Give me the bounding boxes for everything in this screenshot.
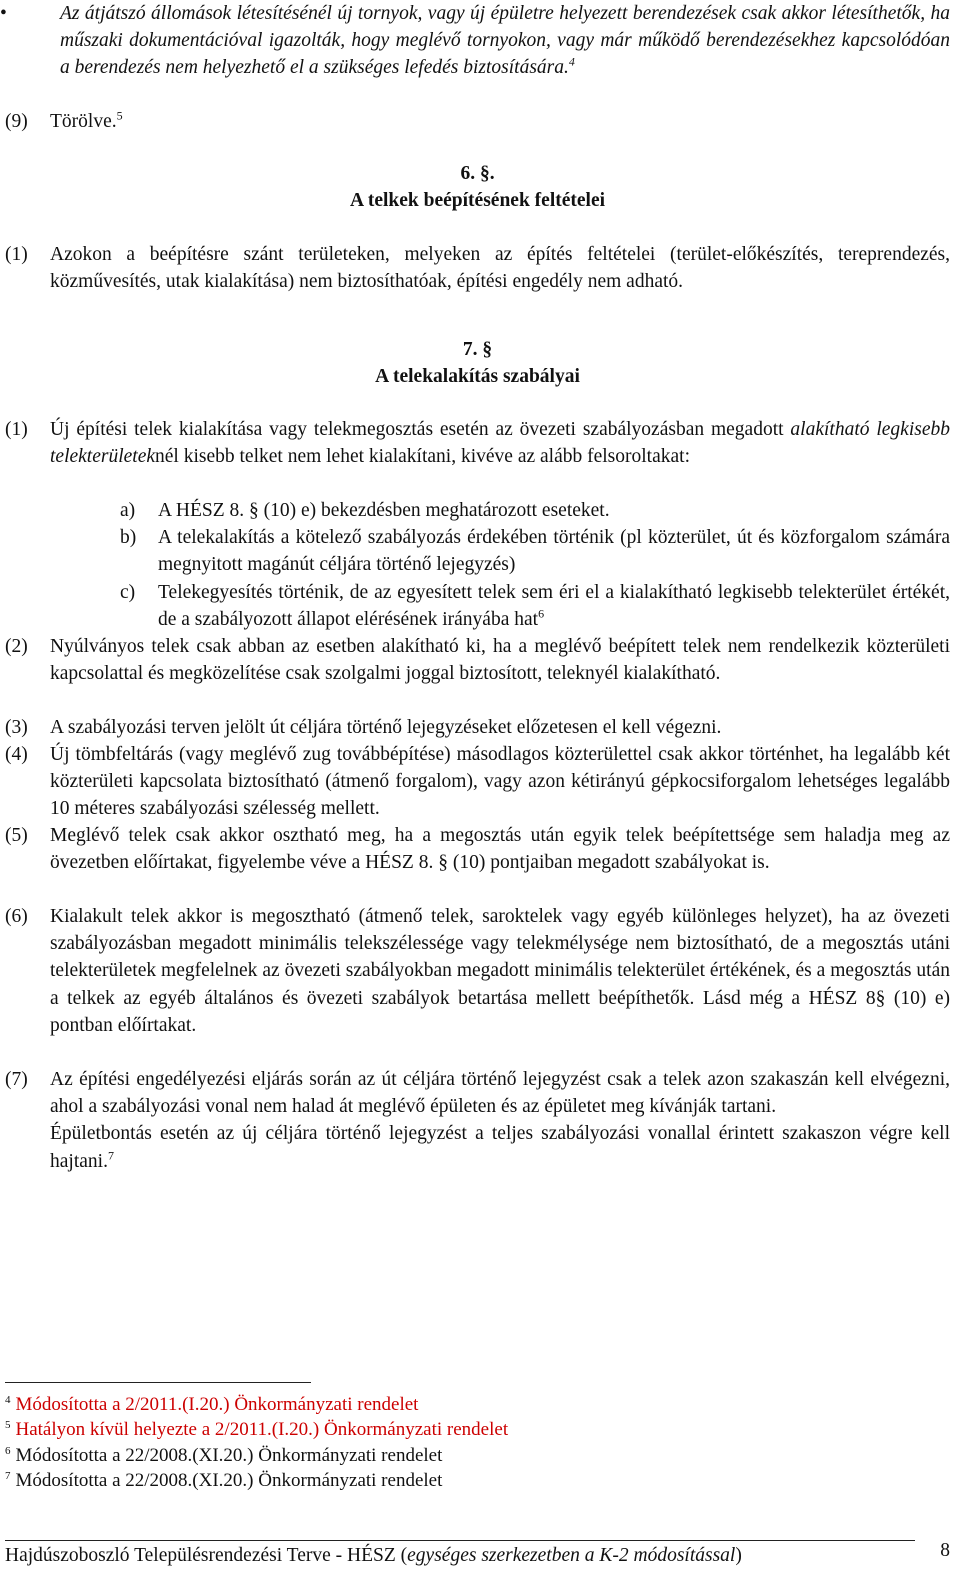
- section-7-paragraph-4: [5, 741, 950, 823]
- bullet-text: Az átjátszó állomások létesítésénél új tornyok, vagy új épületre helyezett berendezések csak akkor létesíthetők, ha műszaki dokumentációval igazolták, hogy meglévő tornyokon, vagy már működő berendezésekhez kapcsolódóan a berendezés nem helyezhető el a szükséges lefedés biztosítására.$^4$: [60, 3, 950, 78]
- paragraph-text-continued: Épületbontás esetén az új céljára történő lejegyzést a teljes szabályozási vonallal érintett szakaszon végre kell hajtani.$^7$: [50, 1123, 950, 1172]
- paragraph-number: (2): [5, 636, 28, 657]
- paragraph-text: Kialakult telek akkor is megosztható (átmenő telek, saroktelek vagy egyéb különleges helyzet), ha az övezeti szabályozásban megadott minimális telekszélessége vagy telekmélysége nem biztosítható, de a megosztás utáni telekterületek megfelelnek az övezeti szabályokban megadott minimális telekterület értékének, és a megosztás után a telkek az egyéb általános és övezeti szabályok betartása mellett beépíthetők. Lásd még a HÉSZ 8§ (10) e) pontban előírtakat.: [50, 906, 950, 1036]
- footnote-text: Módosította a 22/2008.(XI.20.) Önkormányzati rendelet: [15, 1445, 443, 1466]
- footnote-number: 6: [5, 1444, 11, 1457]
- item-9: [5, 108, 950, 135]
- footnote-ref-4[interactable]: 4: [568, 54, 575, 69]
- list-item: [5, 579, 950, 633]
- paragraph-text: Új építési telek kialakítása vagy telekmegosztás esetén az övezeti szabályozásban megadott alakítható legkisebb telekterületeknél kisebb telket nem lehet kialakítani, kivéve az alább felsoroltakat:: [50, 419, 950, 468]
- item-text: Törölve.: [50, 111, 117, 132]
- list-item-text: Telekegyesítés történik, de az egyesített telek sem éri el a kialakítható legkisebb telekterület értékét, de a szabályozott állapot elérésének irányába hat$^6$: [158, 581, 950, 630]
- exception-list: [5, 497, 950, 633]
- paragraph-number: (3): [5, 717, 28, 738]
- footnote-text: Módosította a 2/2011.(I.20.) Önkormányzati rendelet: [15, 1394, 419, 1415]
- footer-separator: [5, 1540, 915, 1541]
- paragraph-number: (6): [5, 906, 28, 927]
- paragraph-text: Új tömbfeltárás (vagy meglévő zug továbbépítése) másodlagos közterülettel csak akkor történhet, ha legalább két közterületi kapcsolata biztosítható (átmenő forgalom), vagy azon kétirányú gépkocsiforgalom lehetséges legalább 10 méteres szabályozási szélesség mellett.: [50, 744, 950, 820]
- section-7-number: 7. §: [462, 339, 493, 360]
- footnote-number: 7: [5, 1469, 11, 1482]
- paragraph-text: Nyúlványos telek csak abban az esetben alakítható ki, ha a meglévő beépített telek nem rendelkezik közterületi kapcsolattal és megközelítése csak szolgalmi joggal biztosított, teleknyél kialakítható.: [50, 636, 950, 685]
- paragraph-number: (7): [5, 1069, 28, 1090]
- page-number: 8: [940, 1540, 950, 1561]
- paragraph-number: (1): [5, 419, 28, 440]
- list-item-label: a): [120, 500, 136, 521]
- footnote-separator: [5, 1382, 311, 1383]
- section-7-paragraph-1: [5, 416, 950, 470]
- footnote-7: [5, 1468, 905, 1494]
- section-7-paragraph-2: [5, 633, 950, 687]
- section-7-paragraph-5: [5, 822, 950, 876]
- paragraph-number: (1): [5, 244, 28, 265]
- bullet-paragraph: [0, 0, 950, 81]
- footnote-ref-6[interactable]: 6: [538, 606, 545, 621]
- section-6-title: A telkek beépítésének feltételei: [349, 190, 606, 211]
- page-footer: Hajdúszoboszló Településrendezési Terve - HÉSZ (egységes szerkezetben a K-2 módosítással): [5, 1545, 742, 1566]
- paragraph-number: (5): [5, 825, 28, 846]
- footnote-number: 5: [5, 1418, 11, 1431]
- footnote-number: 4: [5, 1393, 11, 1406]
- paragraph-number: (4): [5, 744, 28, 765]
- paragraph-text: Meglévő telek csak akkor osztható meg, ha a megosztás után egyik telek beépítettsége sem haladja meg az övezetben előírtakat, figyelembe véve a HÉSZ 8. § (10) pontjaiban megadott szabályokat is.: [50, 825, 950, 874]
- footnote-ref-7[interactable]: 7: [107, 1148, 114, 1163]
- section-6-paragraph-1: [5, 241, 950, 295]
- section-7-title: A telekalakítás szabályai: [375, 366, 580, 387]
- footnote-4: [5, 1392, 905, 1418]
- bullet-icon: •: [0, 3, 7, 24]
- list-item-label: c): [120, 581, 136, 603]
- paragraph-text: Az építési engedélyezési eljárás során az út céljára történő lejegyzést csak a telek azon szakaszán kell elvégezni, ahol a szabályozási vonal nem halad át meglévő épületen és az épületet meg kívánják tartani.: [50, 1069, 950, 1118]
- list-item: [5, 524, 950, 578]
- footnote-text: Hatályon kívül helyezte a 2/2011.(I.20.) Önkormányzati rendelet: [15, 1419, 509, 1440]
- section-6-number: 6. §.: [460, 163, 495, 184]
- list-item-text: A HÉSZ 8. § (10) e) bekezdésben meghatározott eseteket.: [158, 500, 610, 521]
- list-item-label: b): [120, 527, 137, 549]
- paragraph-text: A szabályozási terven jelölt út céljára történő lejegyzéseket előzetesen el kell végezni.: [50, 717, 722, 738]
- footnote-6: [5, 1443, 905, 1469]
- footnote-ref-5[interactable]: 5: [116, 108, 123, 123]
- section-7-paragraph-6: [5, 903, 950, 1039]
- footnote-text: Módosította a 22/2008.(XI.20.) Önkormányzati rendelet: [15, 1470, 443, 1491]
- list-item: [5, 497, 950, 524]
- section-7-paragraph-7: [5, 1066, 950, 1175]
- paragraph-text: Azokon a beépítésre szánt területeken, melyeken az építés feltételei (terület-előkészítés, tereprendezés, közművesítés, utak kialakítása) nem biztosíthatóak, építési engedély nem adható.: [50, 244, 950, 293]
- item-number: (9): [5, 111, 28, 132]
- footer-italic: egységes szerkezetben a K-2 módosítással: [407, 1545, 736, 1566]
- italic-term: alakítható legkisebb telekterületek: [50, 419, 950, 468]
- footnote-5: [5, 1417, 905, 1443]
- list-item-text: A telekalakítás a kötelező szabályozás érdekében történik (pl közterület, út és közforgalom számára megnyitott magánút céljára történő lejegyzés): [158, 527, 950, 576]
- section-7-paragraph-3: [5, 714, 950, 741]
